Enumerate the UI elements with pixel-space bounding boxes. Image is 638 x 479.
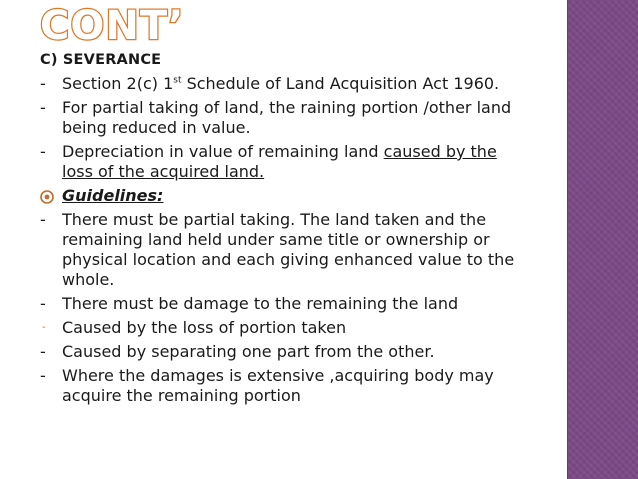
dash-bullet: -	[42, 322, 46, 333]
guidelines-label: Guidelines:	[62, 186, 164, 205]
dash-bullet: -	[40, 342, 46, 361]
ordinal-superscript: st	[173, 75, 182, 86]
decorative-side-band	[567, 0, 638, 479]
section-heading: C) SEVERANCE	[40, 52, 162, 68]
guidelines-heading	[40, 186, 530, 206]
list-item	[40, 98, 530, 138]
dash-bullet: -	[40, 74, 46, 93]
list-item-text: Caused by the loss of portion taken	[62, 318, 347, 337]
list-item	[40, 74, 530, 94]
list-item-text: For partial taking of land, the raining portion /other land being reduced in value.	[62, 98, 512, 137]
list-item-text: Where the damages is extensive ,acquiring body may acquire the remaining portion	[62, 366, 494, 405]
dash-bullet: -	[40, 366, 46, 385]
list-item	[40, 294, 530, 314]
list-item	[40, 342, 530, 362]
list-item-text-pre: Section 2(c) 1	[62, 74, 174, 93]
list-item-text-post: Schedule of Land Acquisition Act 1960.	[181, 74, 500, 93]
list-item	[40, 318, 530, 338]
underlined-text: caused by the loss of the acquired land.	[62, 142, 497, 181]
list-item-text: Depreciation in value of remaining land	[62, 142, 384, 161]
list-item-text: Caused by separating one part from the other.	[62, 342, 435, 361]
list-item	[40, 142, 530, 182]
dash-bullet: -	[40, 142, 46, 161]
list-item-text: There must be damage to the remaining the land	[62, 294, 459, 313]
slide-title: CONT’	[40, 3, 185, 49]
list-item	[40, 366, 530, 406]
dash-bullet: -	[40, 294, 46, 313]
dash-bullet: -	[40, 210, 46, 229]
list-item-text: There must be partial taking. The land taken and the remaining land held under same title or ownership or physical location and each giving enhanced value to the whole.	[62, 210, 515, 289]
target-bullet-icon	[40, 189, 54, 203]
dash-bullet: -	[40, 98, 46, 117]
list-item	[40, 210, 530, 290]
slide-content	[40, 50, 530, 410]
